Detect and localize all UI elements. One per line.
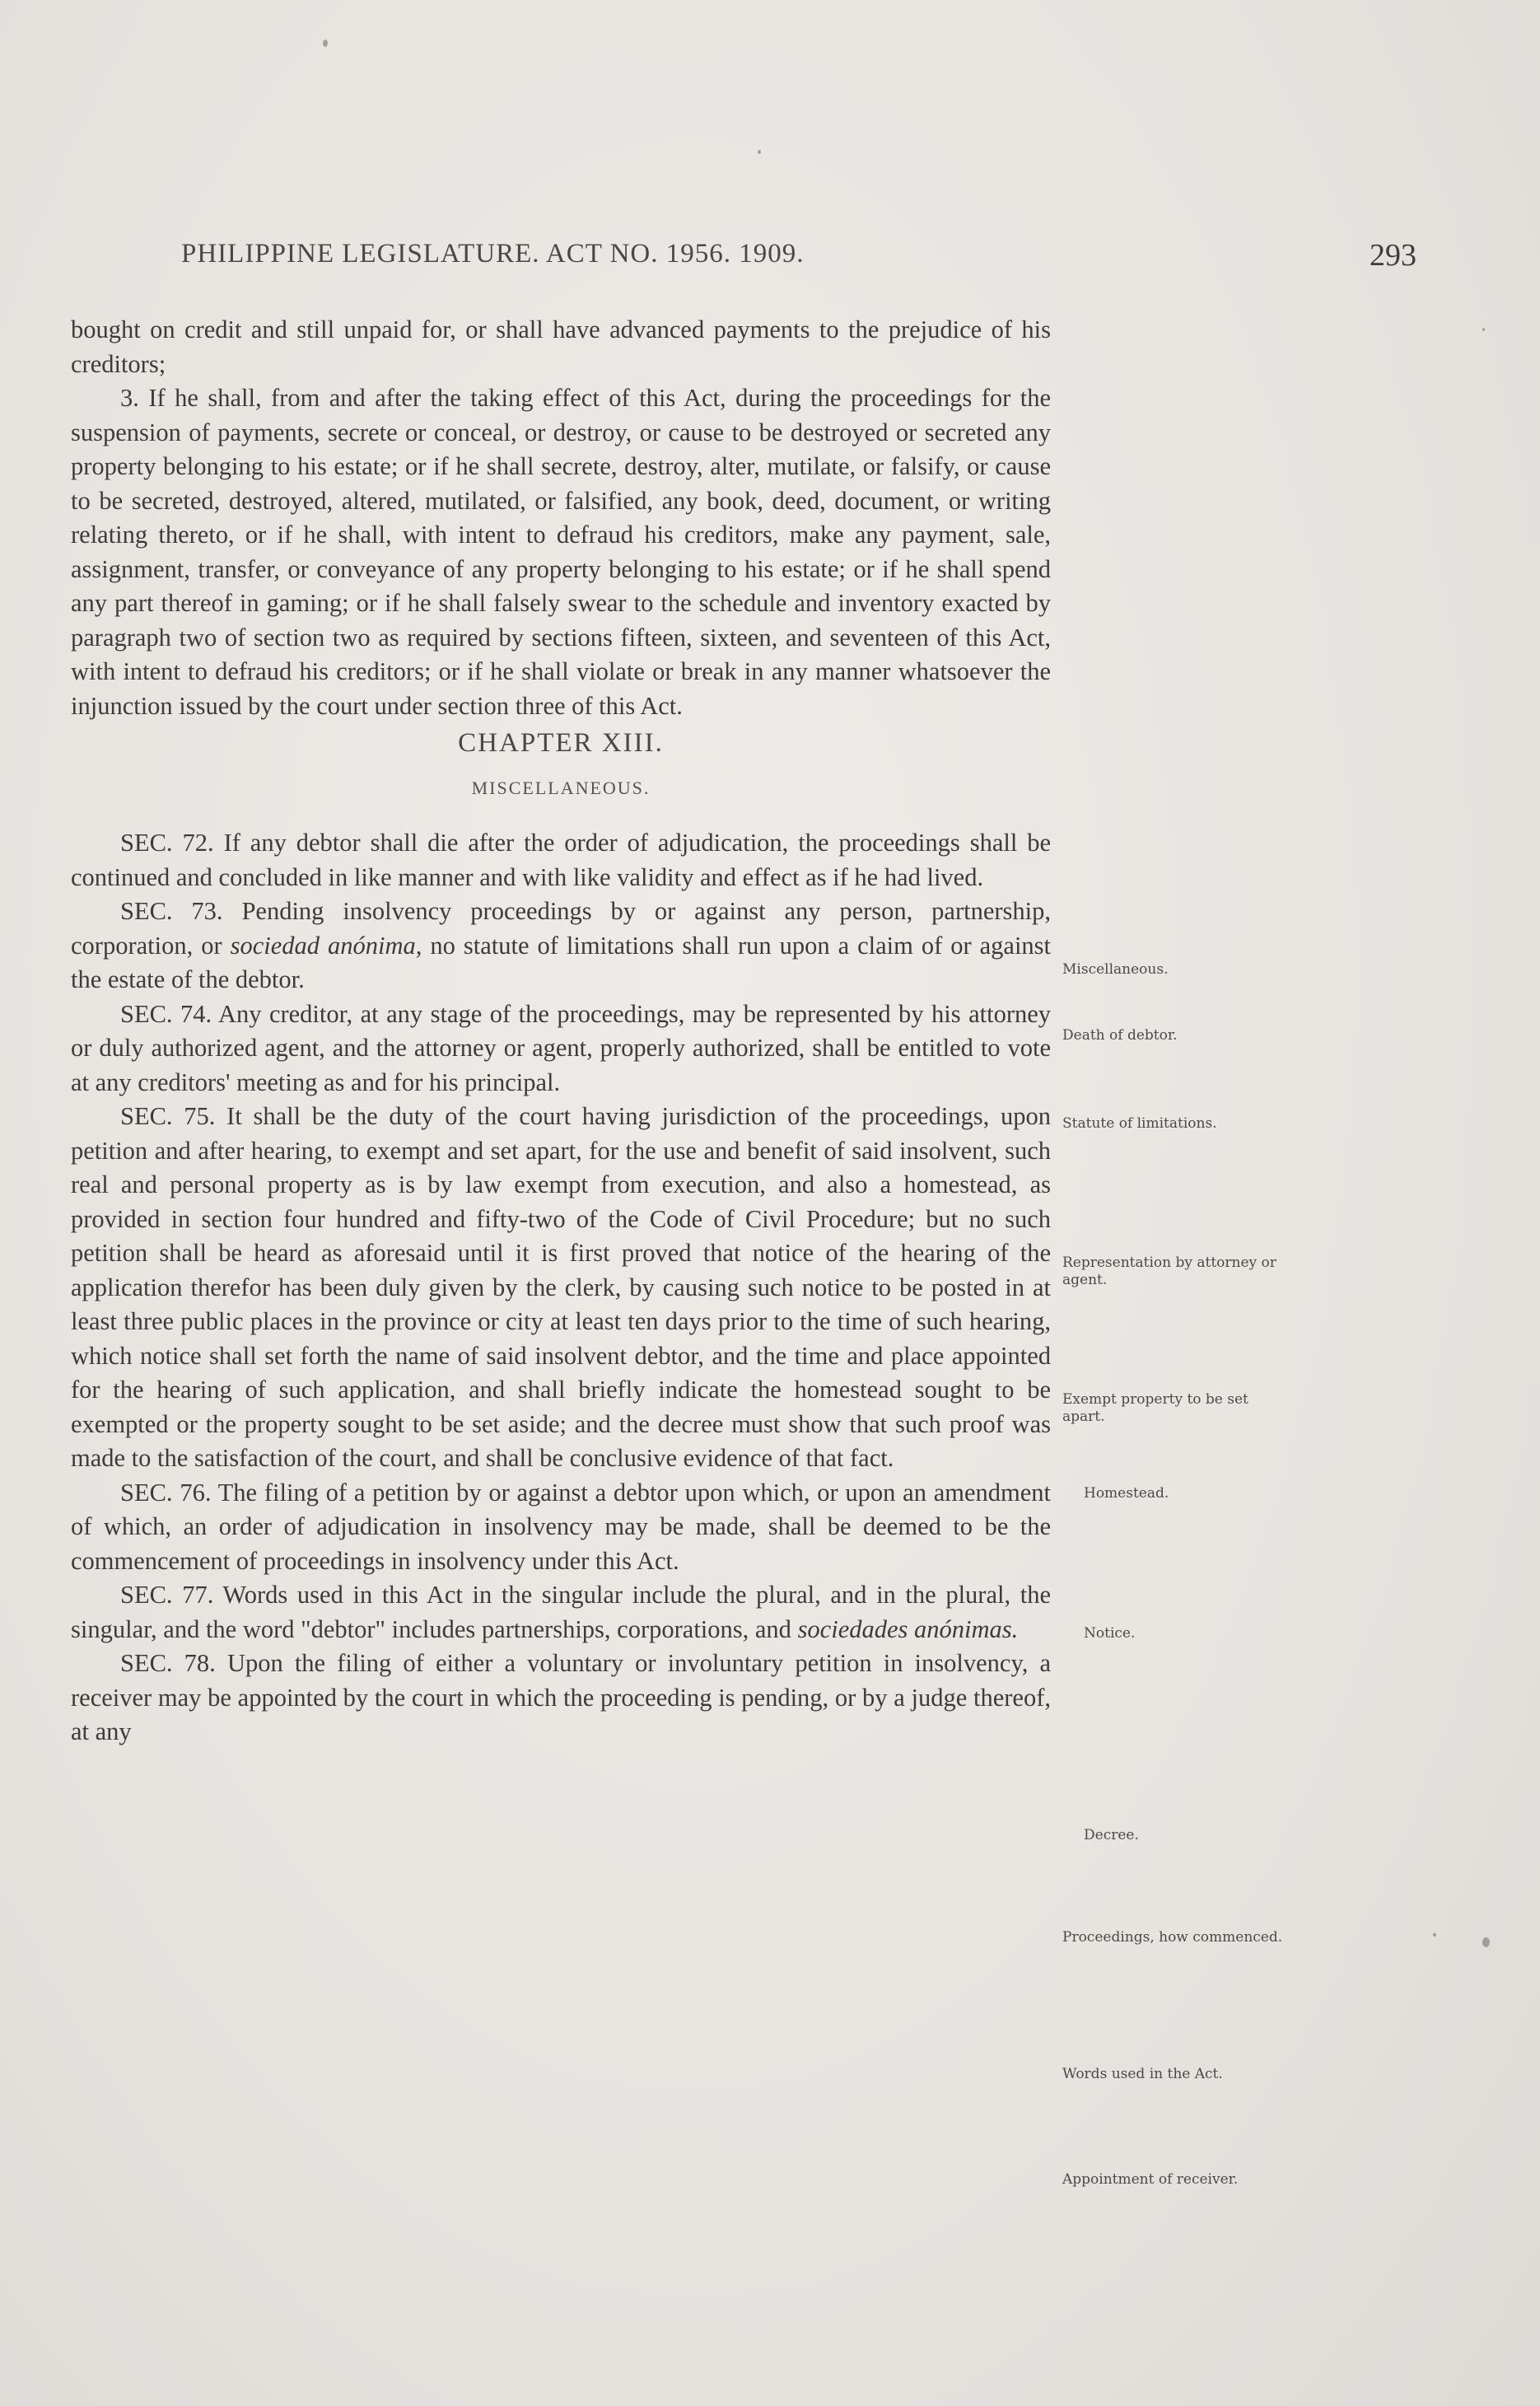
running-head: PHILIPPINE LEGISLATURE. ACT NO. 1956. 1909. xyxy=(181,239,805,269)
margin-note-miscellaneous: Miscellaneous. xyxy=(1062,961,1169,978)
margin-note-exempt-property: Exempt property to be set apart. xyxy=(1062,1391,1248,1425)
chapter-title: CHAPTER XIII. xyxy=(458,728,664,758)
section-73 xyxy=(71,895,1051,997)
section-text: Words used in this Act in the singular include the plural, and in the plural, the singular, and the word "debtor" includes partnerships, corporations, and xyxy=(71,1581,1051,1643)
paragraph-item-3: 3. If he shall, from and after the taking effect of this Act, during the proceedings for the suspension of payments, secrete or conceal, or destroy, or cause to be destroyed or secreted any property belonging to his estate; or if he shall secrete, destroy, alter, mutilate, or falsify, or cause to be secreted, destroyed, altered, mutilated, or falsified, any book, deed, document, or writing relating thereto, or if he shall, with intent to defraud his creditors, make any payment, sale, assignment, transfer, or conveyance of any property belonging to his estate; or if he shall spend any part thereof in gaming; or if he shall falsely swear to the schedule and inventory exacted by paragraph two of section two as required by sections fifteen, sixteen, and seventeen of this Act, with intent to defraud his creditors; or if he shall violate or break in any manner whatsoever the injunction issued by the court under section three of this Act. xyxy=(71,384,1051,720)
section-text: If any debtor shall die after the order of adjudication, the proceedings shall be continued and concluded in like manner and with like validity and effect as if he had lived. xyxy=(71,829,1052,891)
section-text: Upon the filing of either a voluntary or involuntary petition in insolvency, a receiver may be appointed by the court in which the proceeding is pending, or by a judge thereof, at any xyxy=(71,1649,1052,1745)
section-text: It shall be the duty of the court having jurisdiction of the proceedings, upon petition and after hearing, to exempt and set apart, for the use and benefit of said insolvent, such real and personal property as is by law exempt from execution, and also a homestead, as provided in section four hundred and fifty-two of the Code of Civil Procedure; but no such petition shall be heard as aforesaid until it is first proved that notice of the hearing of the application therefor has been duly given by the clerk, by causing such notice to be posted in at least three public places in the province or city at least ten days prior to the time of such hearing, which notice shall set forth the name of said insolvent debtor, and the time and place appointed for the hearing of such application, and shall briefly indicate the homestead sought to be exempted or the property sought to be set aside; and the decree must show that such proof was made to the satisfaction of the court, and shall be conclusive evidence of that fact. xyxy=(71,1102,1052,1472)
section-78 xyxy=(71,1647,1051,1750)
section-text: no statute of limitations shall run upon a claim of or against the estate of the debtor. xyxy=(71,931,1052,993)
margin-note-statute-of-limitations: Statute of limitations. xyxy=(1062,1115,1217,1132)
section-text: Pending insolvency proceedings by or against any person, partnership, corporation, or xyxy=(71,897,1051,960)
body-text xyxy=(71,313,1051,1750)
scan-speck xyxy=(758,150,761,154)
scan-speck xyxy=(323,40,328,47)
margin-note-decree: Decree. xyxy=(1084,1827,1139,1843)
margin-note-words-used: Words used in the Act. xyxy=(1062,2066,1223,2082)
page-number: 293 xyxy=(1370,238,1416,273)
section-label: SEC. 73. xyxy=(120,897,223,925)
section-label: SEC. 75. xyxy=(120,1102,216,1130)
section-label: SEC. 77. xyxy=(120,1581,214,1609)
margin-note-representation: Representation by attorney or agent. xyxy=(1062,1254,1276,1288)
section-75 xyxy=(71,1100,1051,1476)
scan-speck xyxy=(1433,1933,1436,1936)
section-text: The filing of a petition by or against a debtor upon which, or upon an amendment of which, an order of adjudication in insolvency may be made, shall be deemed to be the commencement of proceedings in insolvency under this Act. xyxy=(71,1478,1052,1575)
margin-note-homestead: Homestead. xyxy=(1084,1485,1169,1502)
section-label: SEC. 74. xyxy=(120,999,212,1028)
section-label: SEC. 76. xyxy=(120,1478,212,1507)
section-text: Any creditor, at any stage of the proceedings, may be represented by his attorney or duly authorized agent, and the attorney or agent, properly authorized, shall be entitled to vote at any creditors' meeting as and for his principal. xyxy=(71,999,1052,1096)
margin-note-proceedings-commenced: Proceedings, how commenced. xyxy=(1062,1929,1283,1946)
section-label: SEC. 72. xyxy=(120,829,214,857)
scan-speck xyxy=(1482,328,1485,331)
chapter-subtitle: MISCELLANEOUS. xyxy=(471,777,651,798)
italic-term: sociedad anónima, xyxy=(230,931,422,960)
paragraph-continued: bought on credit and still unpaid for, or shall have advanced payments to the prejudice of his creditors; xyxy=(71,315,1051,378)
section-76 xyxy=(71,1476,1051,1579)
margin-note-death-of-debtor: Death of debtor. xyxy=(1062,1027,1178,1044)
section-label: SEC. 78. xyxy=(120,1649,216,1677)
running-header xyxy=(181,239,1416,280)
italic-term: sociedades anónimas. xyxy=(797,1614,1019,1643)
margin-note-appointment-receiver: Appointment of receiver. xyxy=(1062,2171,1239,2188)
section-72 xyxy=(71,826,1051,895)
scan-speck xyxy=(1482,1937,1490,1947)
margin-note-notice: Notice. xyxy=(1084,1625,1136,1642)
section-77 xyxy=(71,1578,1051,1647)
section-74 xyxy=(71,997,1051,1100)
